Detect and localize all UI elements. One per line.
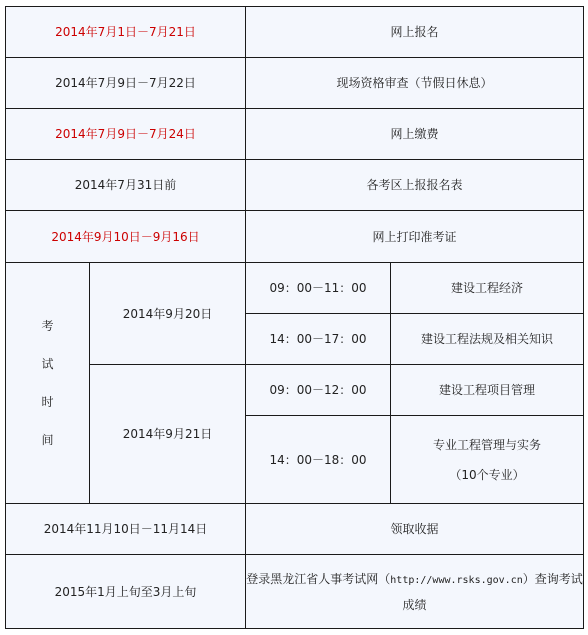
exam-label-char: 间 [41,433,54,447]
schedule-row [6,109,584,160]
exam-session-subject: 建设工程法规及相关知识 [391,314,584,365]
schedule-row [6,58,584,109]
schedule-date: 2014年9月10日－9月16日 [6,211,246,263]
exam-label-char: 试 [41,357,54,371]
exam-session-row [6,263,584,314]
schedule-task: 网上报名 [246,7,584,58]
schedule-task: 领取收据 [246,504,584,555]
exam-schedule-table [5,6,584,629]
exam-session-subject: 建设工程项目管理 [391,365,584,416]
exam-day-date: 2014年9月21日 [90,365,246,504]
exam-time-label [6,263,90,504]
exam-session-time: 09：00－12：00 [246,365,391,416]
schedule-task: 网上缴费 [246,109,584,160]
schedule-row [6,7,584,58]
exam-subject-label: 专业工程管理与实务 [433,437,542,452]
exam-session-time: 09：00－11：00 [246,263,391,314]
schedule-date: 2015年1月上旬至3月上旬 [6,555,246,629]
schedule-date: 2014年11月10日－11月14日 [6,504,246,555]
exam-session-subject [391,416,584,504]
results-website-link[interactable]: http://www.rsks.gov.cn [390,574,523,586]
schedule-date: 2014年7月31日前 [6,160,246,211]
schedule-date: 2014年7月1日－7月21日 [6,7,246,58]
schedule-task: 网上打印准考证 [246,211,584,263]
schedule-task: 现场资格审查（节假日休息） [246,58,584,109]
schedule-task: 各考区上报报名表 [246,160,584,211]
schedule-row [6,160,584,211]
schedule-date: 2014年7月9日－7月24日 [6,109,246,160]
exam-session-subject: 建设工程经济 [391,263,584,314]
schedule-row [6,211,584,263]
exam-session-row [6,365,584,416]
exam-subject-note: （10个专业） [449,467,525,482]
exam-session-time: 14：00－17：00 [246,314,391,365]
results-task-suffix: ）查询考试成绩 [402,571,583,612]
schedule-row [6,504,584,555]
exam-session-time: 14：00－18：00 [246,416,391,504]
exam-label-char: 时 [41,395,54,409]
results-task-prefix: 登录黑龙江省人事考试网（ [246,571,391,586]
schedule-date: 2014年7月9日－7月22日 [6,58,246,109]
exam-day-date: 2014年9月20日 [90,263,246,365]
schedule-row [6,555,584,629]
exam-label-char: 考 [41,319,54,333]
schedule-task [246,555,584,629]
